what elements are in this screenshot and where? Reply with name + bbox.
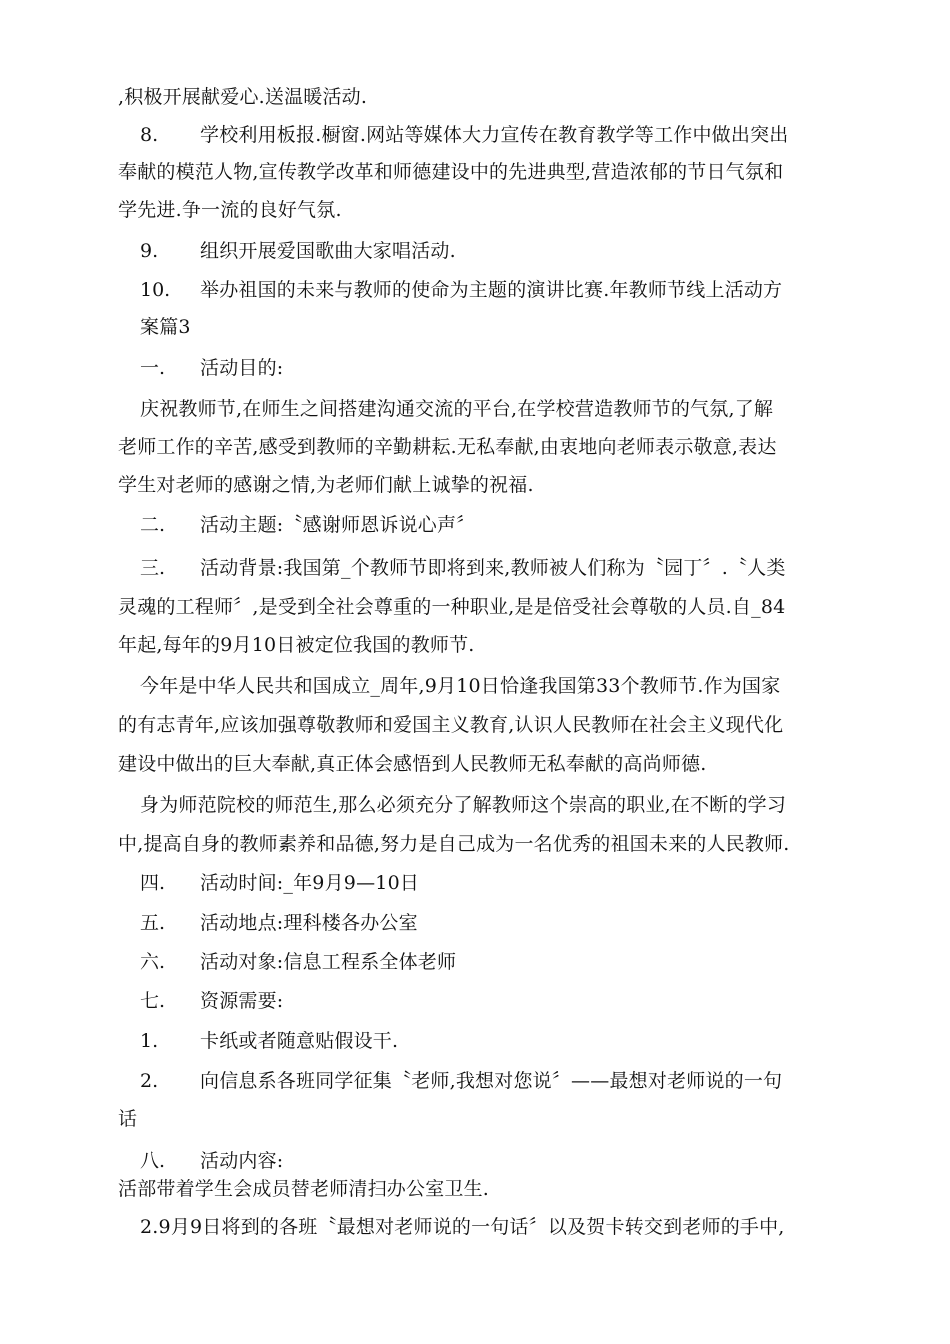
text-line: 学校利用板报.橱窗.网站等媒体大力宣传在教育教学等工作中做出突出 — [200, 124, 789, 146]
section-heading: 活动内容: — [200, 1150, 284, 1172]
item-number: 10. — [140, 279, 171, 301]
text-line: ,积极开展献爱心.送温暖活动. — [118, 86, 368, 108]
section-number: 二. — [140, 514, 166, 536]
text-line: 举办祖国的未来与教师的使命为主题的演讲比赛.年教师节线上活动方 — [200, 279, 783, 301]
section-heading: 活动主题:〝感谢师恩诉说心声〞 — [200, 514, 476, 536]
section-heading: 资源需要: — [200, 990, 284, 1012]
text-line: 灵魂的工程师〞,是受到全社会尊重的一种职业,是是倍受社会尊敬的人员.自_84 — [118, 596, 786, 618]
section-heading: 活动背景:我国第_个教师节即将到来,教师被人们称为〝园丁〞.〝人类 — [200, 557, 786, 579]
text-line: 活部带着学生会成员替老师清扫办公室卫生. — [118, 1178, 490, 1200]
item-number: 8. — [140, 124, 159, 146]
section-heading: 活动对象:信息工程系全体老师 — [200, 951, 457, 973]
text-line: 庆祝教师节,在师生之间搭建沟通交流的平台,在学校营造教师节的气氛,了解 — [140, 398, 774, 420]
section-heading: 活动地点:理科楼各办公室 — [200, 912, 418, 934]
text-line: 学先进.争一流的良好气氛. — [118, 199, 342, 221]
section-heading: 活动目的: — [200, 357, 284, 379]
section-heading: 活动时间:_年9月9—10日 — [200, 872, 420, 894]
section-number: 八. — [140, 1150, 166, 1172]
item-number: 2. — [140, 1070, 159, 1092]
text-line: 卡纸或者随意贴假设干. — [200, 1030, 399, 1052]
text-line: 今年是中华人民共和国成立_周年,9月10日恰逢我国第33个教师节.作为国家 — [140, 675, 781, 697]
text-line: 年起,每年的9月10日被定位我国的教师节. — [118, 634, 475, 656]
section-number: 一. — [140, 357, 166, 379]
section-number: 五. — [140, 912, 166, 934]
text-line: 的有志青年,应该加强尊敬教师和爱国主义教育,认识人民教师在社会主义现代化 — [118, 714, 784, 736]
text-line: 中,提高自身的教师素养和品德,努力是自己成为一名优秀的祖国未来的人民教师. — [118, 833, 790, 855]
text-line: 建设中做出的巨大奉献,真正体会感悟到人民教师无私奉献的高尚师德. — [118, 753, 707, 775]
text-line: 身为师范院校的师范生,那么必须充分了解教师这个崇高的职业,在不断的学习 — [140, 794, 787, 816]
section-number: 四. — [140, 872, 166, 894]
section-number: 七. — [140, 990, 166, 1012]
text-line: 老师工作的辛苦,感受到教师的辛勤耕耘.无私奉献,由衷地向老师表示敬意,表达 — [118, 436, 777, 458]
section-number: 三. — [140, 557, 166, 579]
text-line: 话 — [118, 1108, 138, 1130]
text-line: 向信息系各班同学征集〝老师,我想对您说〞——最想对老师说的一句 — [200, 1070, 783, 1092]
text-line: 案篇3 — [140, 316, 191, 338]
text-line: 奉献的模范人物,宣传教学改革和师德建设中的先进典型,营造浓郁的节日气氛和 — [118, 161, 784, 183]
text-line: 组织开展爱国歌曲大家唱活动. — [200, 240, 456, 262]
text-line: 2.9月9日将到的各班〝最想对老师说的一句话〞以及贺卡转交到老师的手中, — [140, 1216, 785, 1238]
section-number: 六. — [140, 951, 166, 973]
item-number: 9. — [140, 240, 159, 262]
item-number: 1. — [140, 1030, 159, 1052]
text-line: 学生对老师的感谢之情,为老师们献上诚挚的祝福. — [118, 474, 534, 496]
